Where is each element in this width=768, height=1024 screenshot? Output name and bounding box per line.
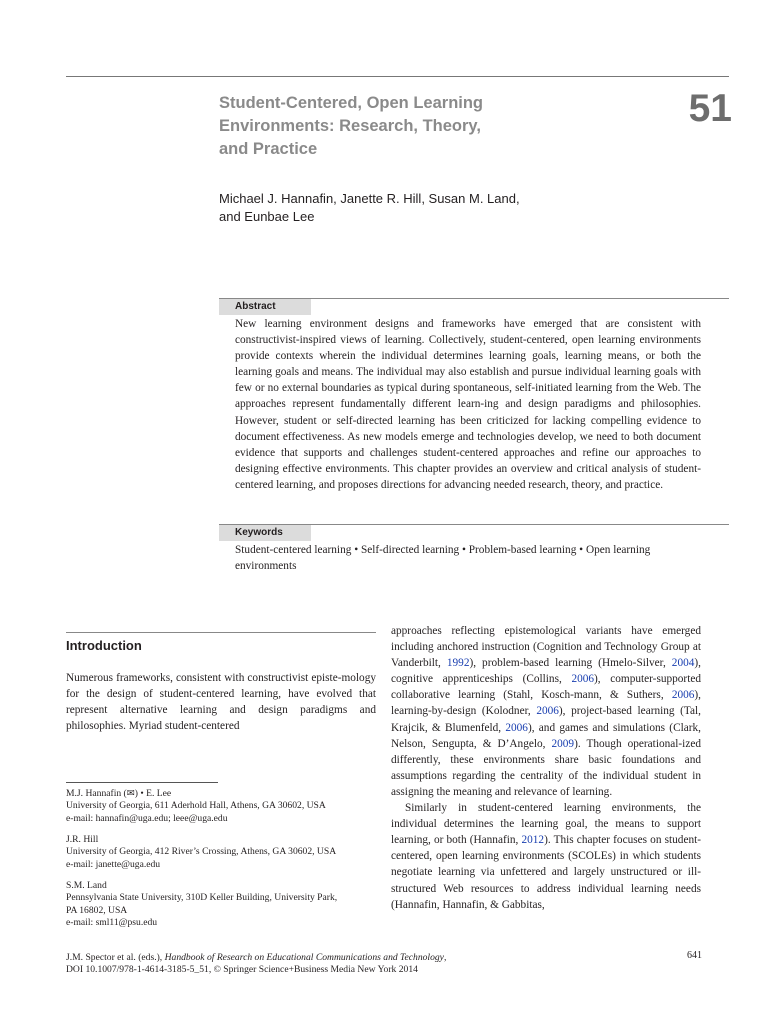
abstract-text: New learning environment designs and frameworks have emerged that are consistent with constructivist-inspired views of learning. Collectively, student-centered, open learning environments provide contexts wherein the individual determines learning goals, learning means, or both the learning goals and means. The individual may also establish and pursue individual learning goals with few or no external boundaries as typical during spontaneous, self-initiated learning from the Web. The approaches represent fundamentally different learn-ing and design paradigms and philosophies. However, student or self-directed learning has been criticized for lacking compelling evidence to document effectiveness. As new models emerge and technologies develop, we need to both document evidence that supports and challenges student-centered approaches and refine our approaches to designing effective environments. This chapter provides an overview and critical analysis of student-centered learning, and proposes directions for advancing needed research, theory, and practice. bbox=[235, 318, 701, 491]
citation-link[interactable]: 2004 bbox=[671, 657, 695, 670]
text-run: ), computer-supported collaborative learning (Stahl, Kosch-mann, & Suthers, bbox=[391, 673, 701, 702]
chapter-number: 51 bbox=[688, 87, 732, 130]
right-column-text bbox=[391, 623, 701, 913]
affiliation-land bbox=[66, 880, 386, 929]
affiliation-line: e-mail: hannafin@uga.edu; leee@uga.edu bbox=[66, 812, 228, 824]
top-rule bbox=[66, 76, 729, 77]
affiliation-line: University of Georgia, 412 River’s Crossing, Athens, GA 30602, USA bbox=[66, 846, 337, 858]
affiliation-line: e-mail: sml11@psu.edu bbox=[66, 916, 158, 928]
introduction-rule bbox=[66, 632, 376, 633]
keywords-label: Keywords bbox=[219, 525, 311, 541]
text-run: ), cognitive apprenticeships (Collins, bbox=[391, 657, 701, 686]
affiliation-line: PA 16802, USA bbox=[66, 904, 128, 916]
paragraph bbox=[391, 800, 701, 913]
text-run: ). Though operational-ized differently, these environments share basic foundations and assumptions regarding the centrality of the individual student in assigning the meaning and relevance of learning. bbox=[391, 737, 701, 798]
text-run: approaches reflecting epistemological variants have emerged including anchored instruction (Cognition and Technology Group at Vanderbilt, bbox=[391, 625, 701, 670]
affiliation-hill bbox=[66, 834, 386, 871]
citation-line bbox=[66, 952, 516, 964]
text-run: ), project-based learning (Tal, Krajcik, & Blumenfeld, bbox=[391, 705, 701, 734]
text-run: ). This chapter focuses on student-centered, open learning environments (SCOLEs) in which students negotiate learning via unfettered and largely unstructured or ill-structured Web resources to address individual learning needs (Hannafin, Hannafin, & Gabbitas, bbox=[391, 834, 702, 911]
affiliation-line: M.J. Hannafin (✉) • E. Lee bbox=[66, 788, 172, 799]
citation-link[interactable]: 2009 bbox=[551, 737, 575, 750]
footer-prefix: J.M. Spector et al. (eds.), bbox=[66, 952, 165, 963]
chapter-title-line-2: Environments: Research, Theory, bbox=[219, 117, 481, 135]
citation-link[interactable]: 2006 bbox=[571, 673, 595, 686]
affiliation-line: S.M. Land bbox=[66, 880, 107, 891]
book-title: Handbook of Research on Educational Communications and Technology bbox=[164, 952, 444, 963]
footer-suffix: , bbox=[443, 952, 447, 963]
page-number: 641 bbox=[687, 950, 702, 961]
citation-link[interactable]: 2006 bbox=[536, 705, 559, 718]
doi-line: DOI 10.1007/978-1-4614-3185-5_51, © Springer Science+Business Media New York 2014 bbox=[66, 964, 418, 976]
introduction-heading: Introduction bbox=[66, 638, 142, 653]
text-run: ), problem-based learning (Hmelo-Silver, bbox=[469, 657, 672, 670]
citation-link[interactable]: 1992 bbox=[446, 657, 470, 670]
citation-link[interactable]: 2006 bbox=[671, 689, 695, 702]
text-run: ), and games and simulations (Clark, Nelson, Sengupta, & D’Angelo, bbox=[391, 721, 701, 750]
paragraph bbox=[391, 623, 701, 800]
chapter-title bbox=[219, 92, 579, 161]
introduction-text: Numerous frameworks, consistent with constructivist episte-mology for the design of student-centered learning, have evolved that represent alternative learning and design paradigms and philosophies. Myriad student-centered bbox=[66, 672, 376, 733]
text-run: ), learning-by-design (Kolodner, bbox=[391, 689, 701, 718]
author-line-1: Michael J. Hannafin, Janette R. Hill, Susan M. Land, bbox=[219, 191, 520, 206]
affiliation-line: e-mail: janette@uga.edu bbox=[66, 858, 161, 870]
citation-link[interactable]: 2012 bbox=[521, 834, 545, 847]
affiliation-line: Pennsylvania State University, 310D Keller Building, University Park, bbox=[66, 892, 338, 904]
chapter-title-line-1: Student-Centered, Open Learning bbox=[219, 94, 484, 112]
chapter-title-line-3: and Practice bbox=[219, 140, 318, 158]
affiliation-line: J.R. Hill bbox=[66, 834, 99, 845]
citation-link[interactable]: 2006 bbox=[505, 721, 528, 734]
page-footer bbox=[66, 952, 516, 977]
affiliation-hannafin-lee bbox=[66, 788, 386, 825]
abstract-label: Abstract bbox=[219, 299, 311, 315]
keywords-text: Student-centered learning • Self-directed learning • Problem-based learning • Open learning environments bbox=[235, 544, 651, 573]
footnote-rule bbox=[66, 782, 218, 783]
text-run: Similarly in student-centered learning environments, the individual determines the learning goal, the means to support learning, or both (Hannafin, bbox=[391, 802, 701, 847]
author-list bbox=[219, 190, 719, 226]
affiliation-line: University of Georgia, 611 Aderhold Hall, Athens, GA 30602, USA bbox=[66, 800, 326, 812]
author-line-2: and Eunbae Lee bbox=[219, 209, 315, 224]
